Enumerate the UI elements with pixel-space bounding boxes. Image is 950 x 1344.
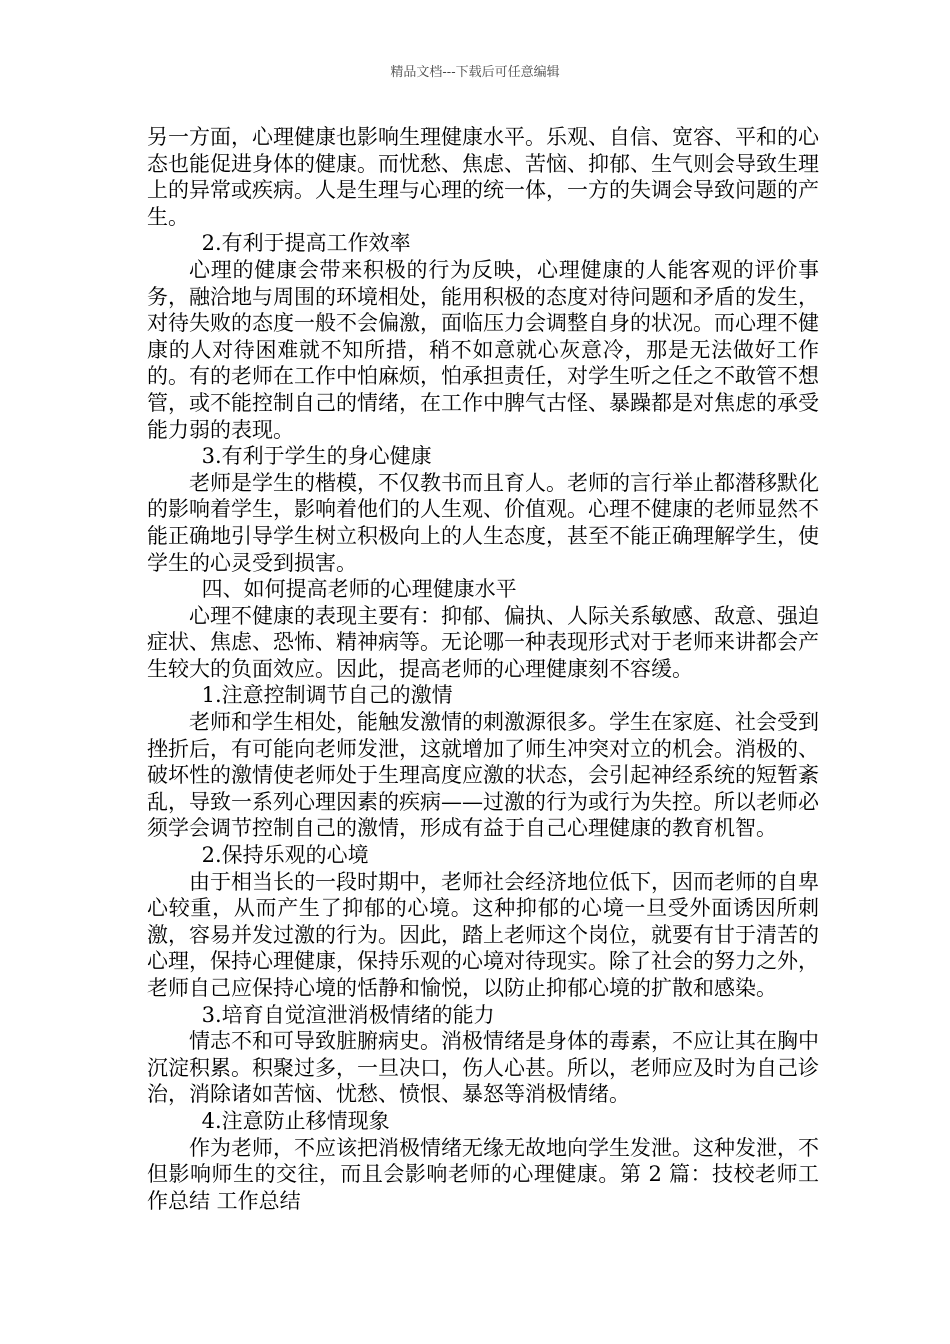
paragraph: 另一方面，心理健康也影响生理健康水平。乐观、自信、宽容、平和的心态也能促进身体的健康。而忧愁、焦虑、苦恼、抑郁、生气则会导致生理上的异常或疾病。人是生理与心理的统一体，一方的失调会导致问题的产生。 — [147, 125, 819, 229]
section-heading: 2.有利于提高工作效率 — [201, 231, 411, 256]
paragraph: 心理不健康的表现主要有：抑郁、偏执、人际关系敏感、敌意、强迫症状、焦虑、恐怖、精神病等。无论哪一种表现形式对于老师来讲都会产生较大的负面效应。因此，提高老师的心理健康刻不容缓。 — [147, 603, 819, 681]
paragraph: 情志不和可导致脏腑病史。消极情绪是身体的毒素，不应让其在胸中沉淀积累。积聚过多，一旦决口，伤人心甚。所以，老师应及时为自己诊治，消除诸如苦恼、忧愁、愤恨、暴怒等消极情绪。 — [147, 1029, 819, 1107]
paragraph: 作为老师，不应该把消极情绪无缘无故地向学生发泄。这种发泄，不但影响师生的交往，而且会影响老师的心理健康。第 2 篇：技校老师工作总结 工作总结 — [147, 1135, 819, 1213]
paragraph: 心理的健康会带来积极的行为反映，心理健康的人能客观的评价事务，融洽地与周围的环境相处，能用积极的态度对待问题和矛盾的发生，对待失败的态度一般不会偏激，面临压力会调整自身的状况。而心理不健康的人对待困难就不知所措，稍不如意就心灰意冷，那是无法做好工作的。有的老师在工作中怕麻烦，怕承担责任，对学生听之任之不敢管不想管，或不能控制自己的情绪，在工作中脾气古怪、暴躁都是对焦虑的承受能力弱的表现。 — [147, 257, 819, 442]
section-heading: 2.保持乐观的心境 — [201, 843, 369, 868]
section-heading: 1.注意控制调节自己的激情 — [201, 683, 453, 708]
section-heading: 四、如何提高老师的心理健康水平 — [201, 577, 517, 602]
page-header: 精品文档---下载后可任意编辑 — [390, 65, 560, 80]
section-heading: 4.注意防止移情现象 — [201, 1108, 390, 1133]
section-heading: 3.培育自觉渲泄消极情绪的能力 — [201, 1002, 495, 1027]
paragraph: 老师和学生相处，能触发激情的刺激源很多。学生在家庭、社会受到挫折后，有可能向老师发泄，这就增加了师生冲突对立的机会。消极的、破坏性的激情使老师处于生理高度应激的状态，会引起神经系统的短暂紊乱，导致一系列心理因素的疾病——过激的行为或行为失控。所以老师必须学会调节控制自己的激情，形成有益于自己心理健康的教育机智。 — [147, 710, 819, 841]
section-heading: 3.有利于学生的身心健康 — [201, 444, 432, 469]
paragraph: 由于相当长的一段时期中，老师社会经济地位低下，因而老师的自卑心较重，从而产生了抑郁的心境。这种抑郁的心境一旦受外面诱因所刺激，容易并发过激的行为。因此，踏上老师这个岗位，就要有甘于清苦的心理，保持心理健康，保持乐观的心境对待现实。除了社会的努力之外，老师自己应保持心境的恬静和愉悦，以防止抑郁心境的扩散和感染。 — [147, 869, 819, 1000]
paragraph: 老师是学生的楷模，不仅教书而且育人。老师的言行举止都潜移默化的影响着学生，影响着他们的人生观、价值观。心理不健康的老师显然不能正确地引导学生树立积极向上的人生态度，甚至不能正确理解学生，使学生的心灵受到损害。 — [147, 470, 819, 575]
document-body — [147, 124, 819, 1214]
